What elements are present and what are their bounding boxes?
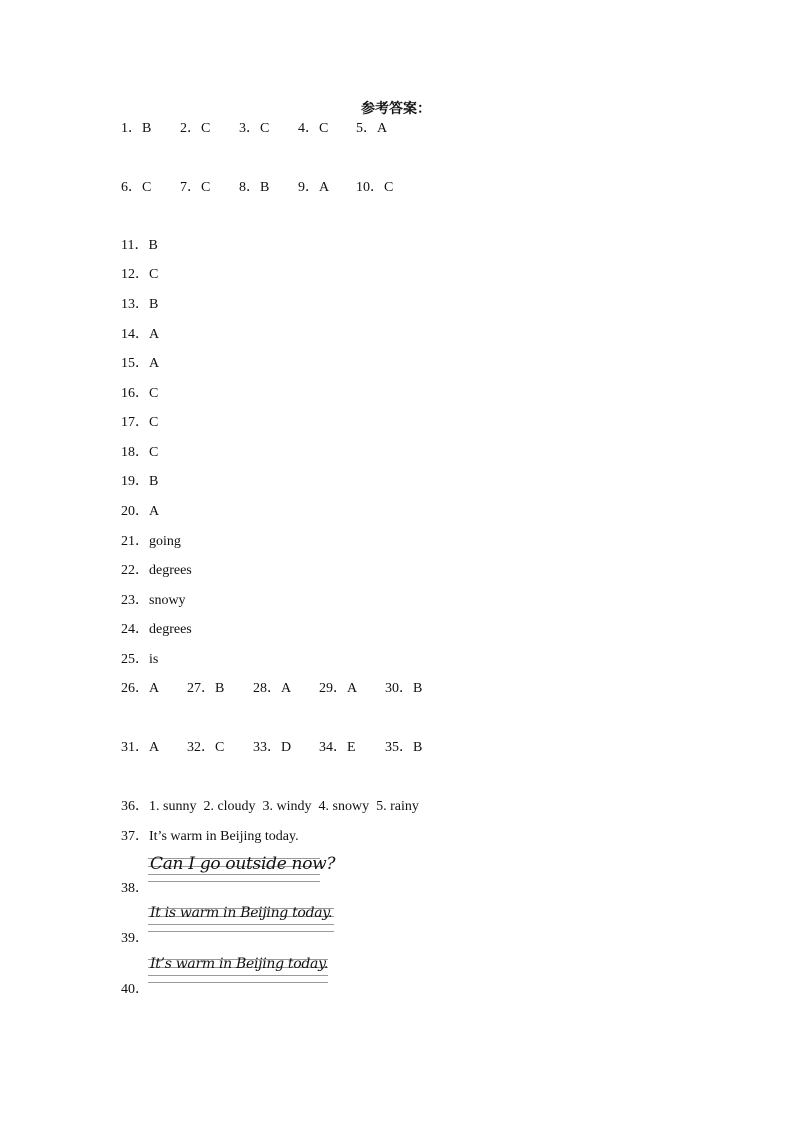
answer-28: 28．A (253, 681, 292, 696)
answer-23: 23．snowy (121, 593, 186, 608)
answer-12: 12．C (121, 267, 159, 282)
handwriting-box-40 (148, 953, 328, 983)
answer-6: 6．C (121, 180, 152, 195)
answer-row-6-10 (121, 179, 421, 197)
writing-item-40 (121, 953, 361, 997)
answer-31: 31．A (121, 740, 160, 755)
answer-38-number: 38． (121, 881, 149, 896)
handwriting-box-38 (148, 852, 336, 882)
answer-35: 35．B (385, 740, 423, 755)
answer-key-title: 参考答案： (361, 101, 431, 117)
answer-16: 16．C (121, 386, 159, 401)
answer-14: 14．A (121, 327, 160, 342)
answer-1: 1．B (121, 121, 152, 136)
answer-5: 5．A (356, 121, 388, 136)
answer-row-26-30 (121, 680, 451, 698)
guide-line (148, 982, 328, 983)
answer-7: 7．C (180, 180, 211, 195)
handwritten-answer-39: It is warm in Beijing today. (150, 905, 333, 921)
answer-37: 37．It’s warm in Beijing today. (121, 829, 299, 844)
answer-row-31-35 (121, 739, 451, 757)
answer-40-number: 40． (121, 982, 149, 997)
answer-4: 4．C (298, 121, 329, 136)
page-title (0, 98, 800, 118)
answer-11: 11．B (121, 238, 158, 253)
answer-39-number: 39． (121, 931, 149, 946)
answer-17: 17．C (121, 415, 159, 430)
answer-20: 20．A (121, 504, 160, 519)
answer-26: 26．A (121, 681, 160, 696)
answer-33: 33．D (253, 740, 292, 755)
answer-22: 22．degrees (121, 563, 192, 578)
answer-row-1-5 (121, 120, 421, 138)
answer-8: 8．B (239, 180, 270, 195)
answer-29: 29．A (319, 681, 358, 696)
answer-24: 24．degrees (121, 622, 192, 637)
handwritten-answer-40: It’s warm in Beijing today. (150, 956, 328, 972)
answer-9: 9．A (298, 180, 330, 195)
answer-18: 18．C (121, 445, 159, 460)
answer-25: 25．is (121, 652, 159, 667)
handwriting-box-39 (148, 902, 334, 932)
writing-item-38 (121, 852, 361, 896)
handwritten-answer-38: Can I go outside now? (150, 854, 336, 874)
answer-3: 3．C (239, 121, 270, 136)
guide-line (148, 874, 320, 875)
guide-line (148, 881, 320, 882)
answer-27: 27．B (187, 681, 225, 696)
guide-line (148, 975, 328, 976)
answer-36: 36．1. sunny 2. cloudy 3. windy 4. snowy 5. rainy (121, 799, 419, 814)
writing-item-39 (121, 902, 361, 946)
guide-line (148, 931, 334, 932)
answer-2: 2．C (180, 121, 211, 136)
answer-15: 15．A (121, 356, 160, 371)
guide-line (148, 924, 334, 925)
answer-30: 30．B (385, 681, 423, 696)
answer-21: 21．going (121, 534, 181, 549)
answer-19: 19．B (121, 474, 159, 489)
answer-32: 32．C (187, 740, 225, 755)
answer-13: 13．B (121, 297, 159, 312)
answer-34: 34．E (319, 740, 356, 755)
answer-10: 10．C (356, 180, 394, 195)
